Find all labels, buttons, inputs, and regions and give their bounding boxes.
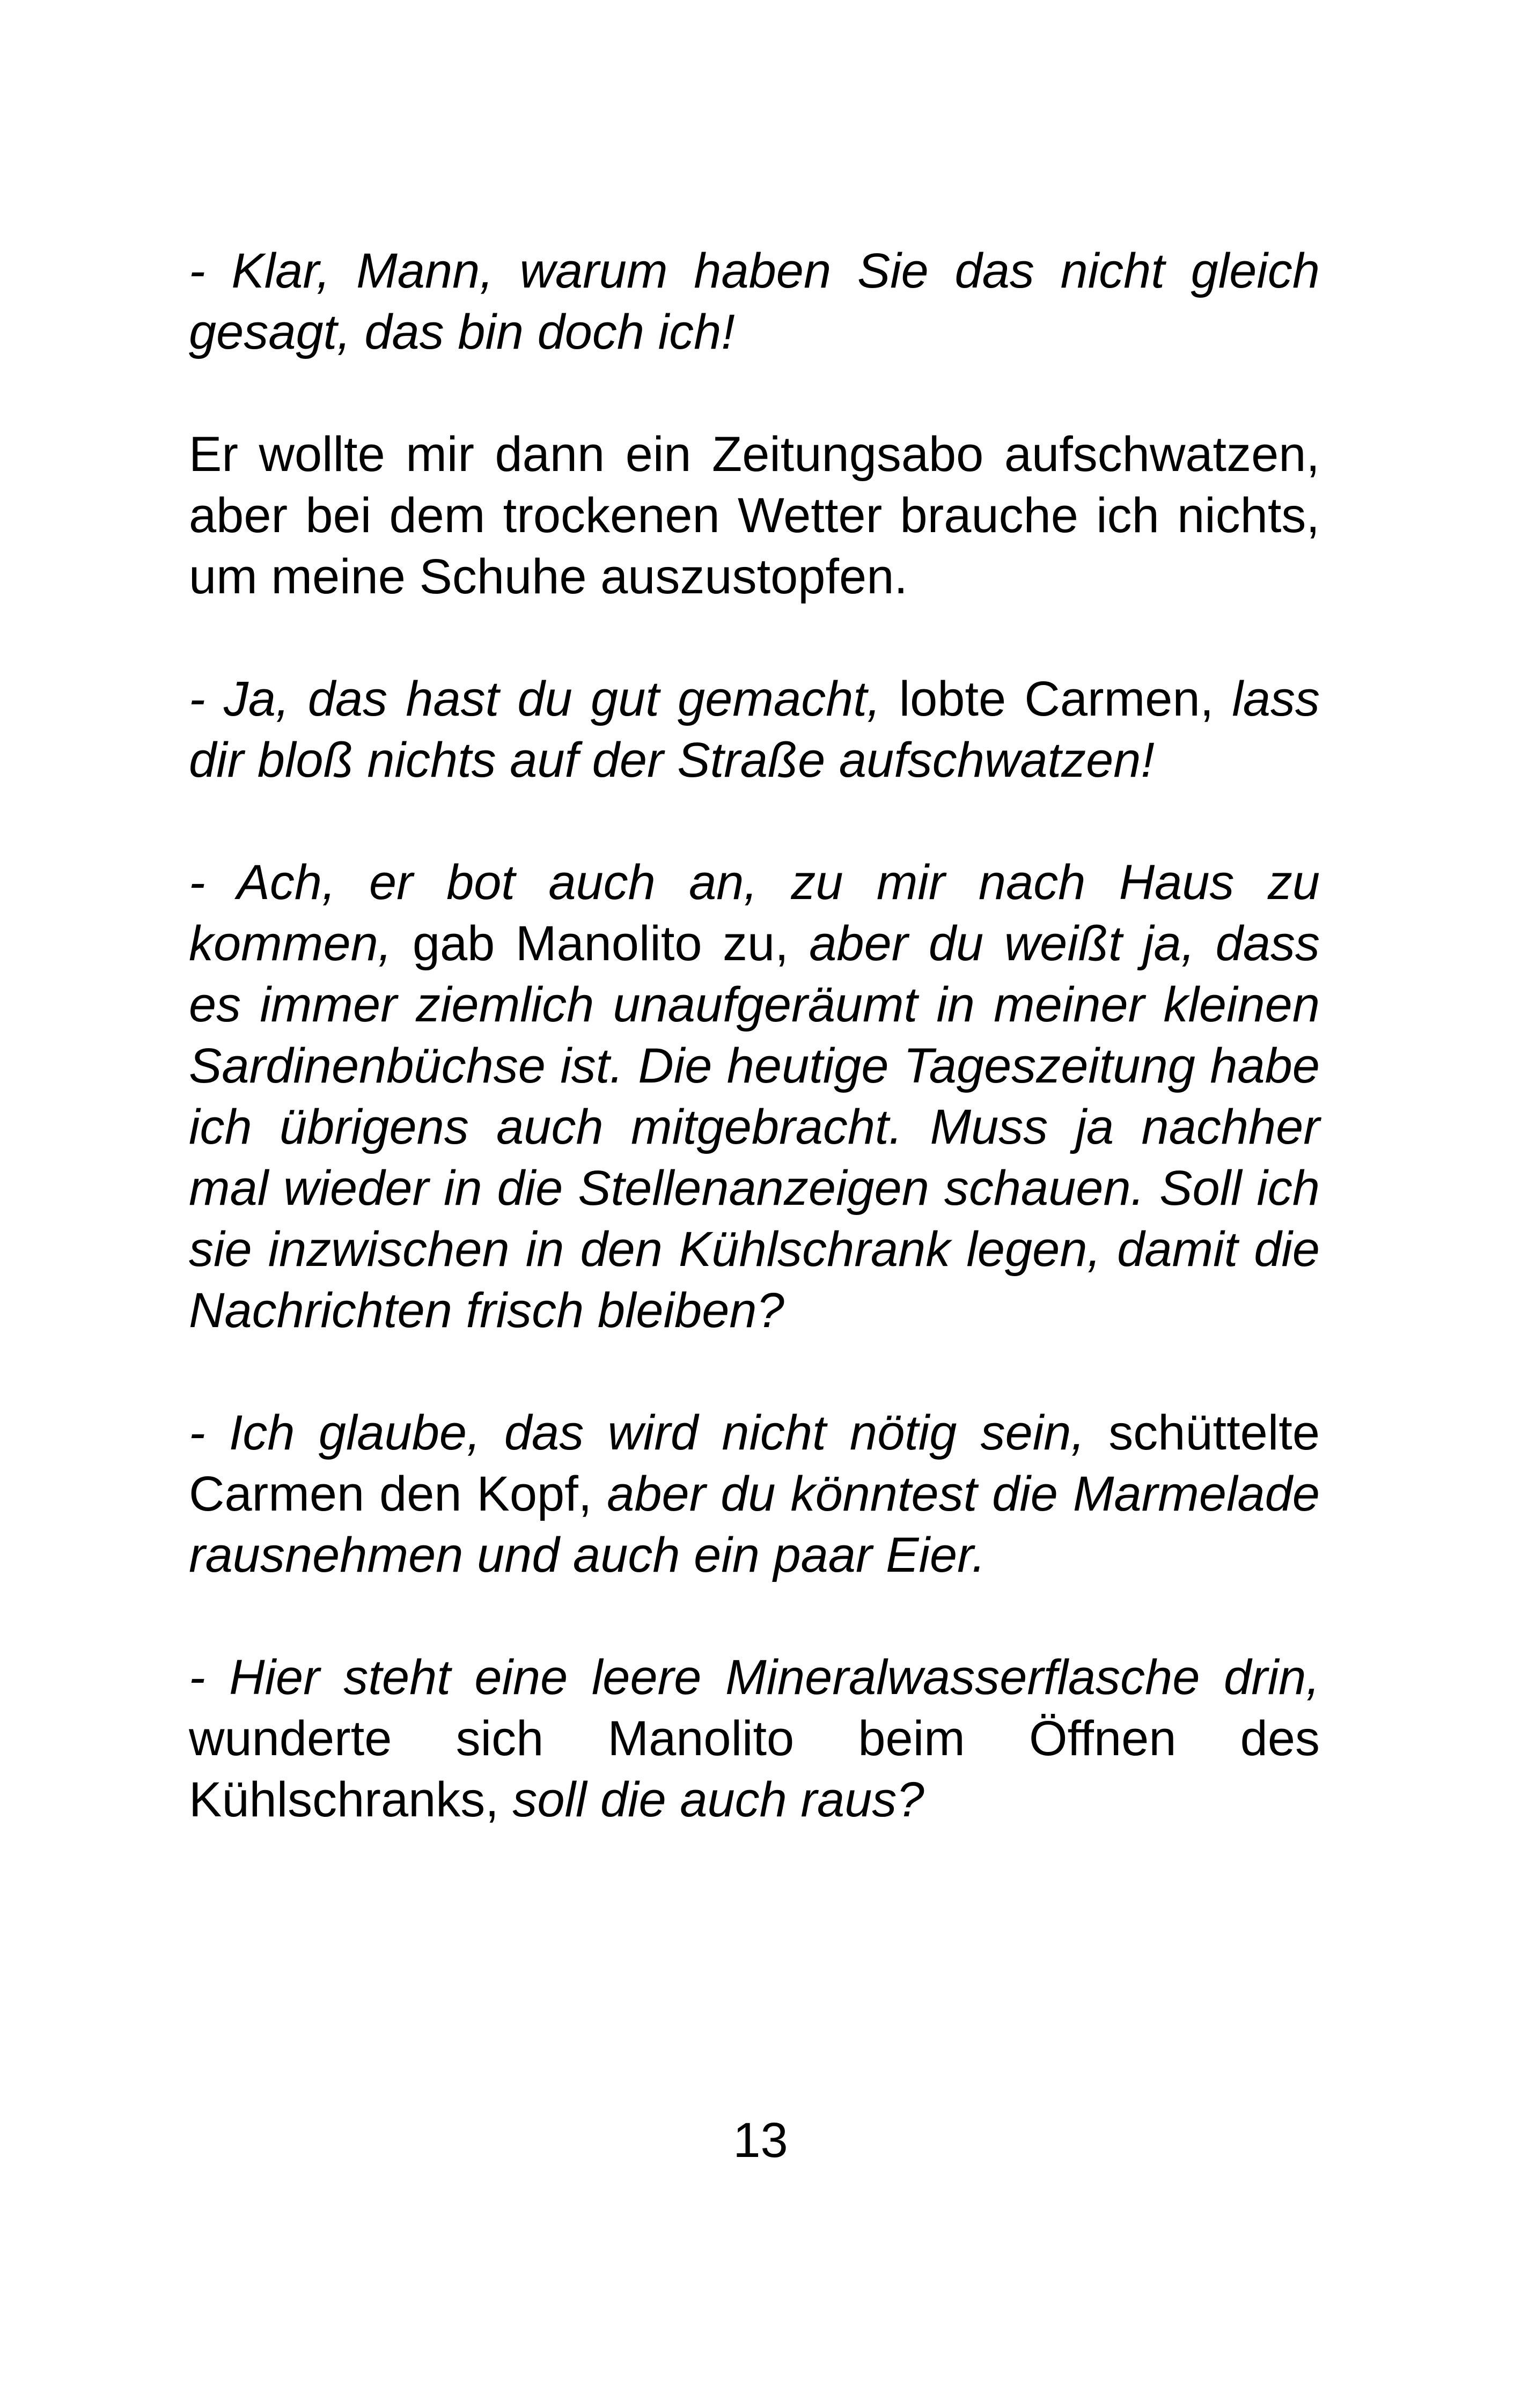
paragraph <box>189 240 1320 363</box>
dialogue-text: - Klar, Mann, warum haben Sie das nicht gleich gesagt, das bin doch ich! <box>189 244 1320 359</box>
paragraph <box>189 1647 1320 1830</box>
page-number: 13 <box>733 2113 788 2168</box>
dialogue-text: - Ach, er bot auch an, zu mir nach Haus zu kommen, <box>189 855 1320 971</box>
paragraph <box>189 1402 1320 1586</box>
dialogue-text: aber du könntest die Marmelade rausnehmen und auch ein paar Eier. <box>189 1467 1320 1582</box>
narration-text: lobte Carmen, <box>880 672 1232 726</box>
dialogue-text: soll die auch raus? <box>512 1772 924 1827</box>
narration-text: wunderte sich Manolito beim Öffnen des Kühlschranks, <box>189 1711 1320 1827</box>
dialogue-text: - Hier steht eine leere Mineralwasserflasche drin, <box>189 1650 1320 1705</box>
dialogue-text: lass dir bloß nichts auf der Straße aufschwatzen! <box>189 672 1320 787</box>
dialogue-text: - Ja, das hast du gut gemacht, <box>189 672 881 726</box>
paragraph <box>189 668 1320 791</box>
narration-text: gab Manolito zu, <box>392 916 810 971</box>
page-body <box>189 240 1320 1830</box>
dialogue-text: - Ich glaube, das wird nicht nötig sein, <box>189 1405 1085 1460</box>
paragraph <box>189 852 1320 1341</box>
dialogue-text: aber du weißt ja, dass es immer ziemlich unaufgeräumt in meiner kleinen Sardinenbüchse ist. Die heutige Tageszeitung habe ich übrigens auch mitgebracht. Muss ja nachher mal wieder in die Stellenanzeigen schauen. Soll ich sie inzwischen in den Kühlschrank legen, damit die Nachrichten frisch bleiben? <box>189 916 1320 1338</box>
paragraph <box>189 424 1320 607</box>
narration-text: schüttelte Carmen den Kopf, <box>189 1405 1320 1521</box>
narration-text: Er wollte mir dann ein Zeitungsabo aufschwatzen, aber bei dem trockenen Wetter brauche ich nichts, um meine Schuhe auszustopfen. <box>189 427 1320 604</box>
